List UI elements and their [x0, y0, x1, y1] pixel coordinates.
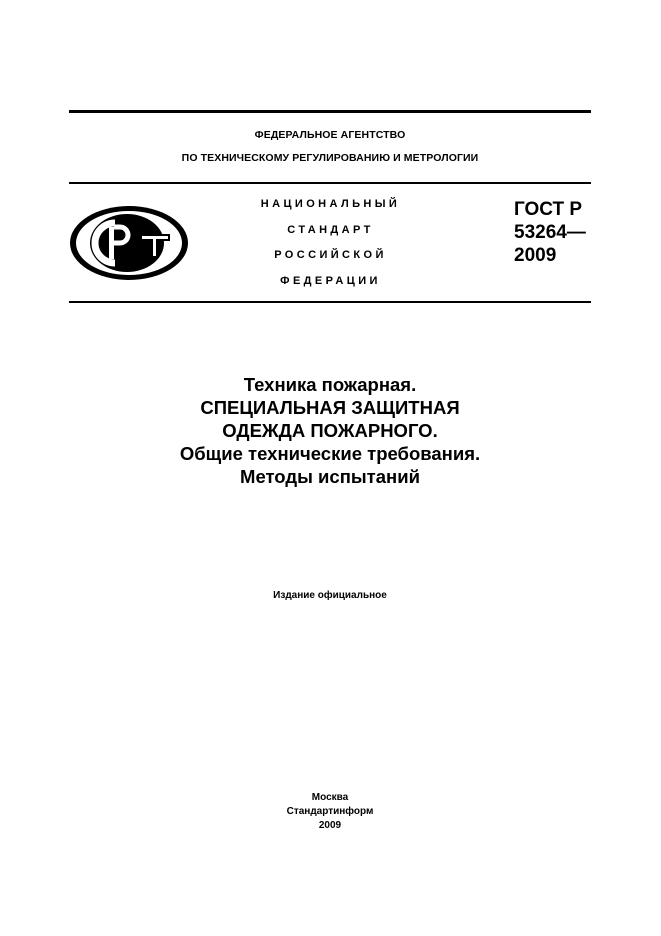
standard-line-1: НАЦИОНАЛЬНЫЙ	[260, 198, 401, 210]
title-line-3: ОДЕЖДА ПОЖАРНОГО.	[222, 420, 438, 441]
gost-r-certification-logo-icon	[68, 204, 190, 282]
standard-line-3: РОССИЙСКОЙ	[274, 249, 387, 261]
header-rule	[69, 182, 591, 184]
standard-line-4: ФЕДЕРАЦИИ	[280, 275, 381, 287]
agency-line-2: ПО ТЕХНИЧЕСКОМУ РЕГУЛИРОВАНИЮ И МЕТРОЛОГИИ	[181, 152, 479, 164]
designation-line-3: 2009	[514, 245, 557, 266]
imprint-year: 2009	[318, 820, 342, 831]
agency-line-1: ФЕДЕРАЛЬНОЕ АГЕНТСТВО	[254, 129, 406, 141]
imprint	[69, 791, 591, 833]
standard-line-2: СТАНДАРТ	[287, 224, 374, 236]
title-line-5: Методы испытаний	[240, 466, 420, 487]
document-title	[69, 373, 591, 488]
imprint-city: Москва	[311, 792, 349, 803]
logo-rule	[69, 301, 591, 303]
title-line-1: Техника пожарная.	[243, 374, 417, 395]
designation-line-2: 53264—	[514, 222, 586, 243]
designation-line-1: ГОСТ Р	[514, 199, 583, 220]
edition-note: Издание официальное	[273, 590, 387, 601]
title-line-2: СПЕЦИАЛЬНАЯ ЗАЩИТНАЯ	[200, 397, 460, 418]
title-line-4: Общие технические требования.	[179, 443, 481, 464]
top-rule	[69, 110, 591, 113]
imprint-publisher: Стандартинформ	[286, 806, 374, 817]
